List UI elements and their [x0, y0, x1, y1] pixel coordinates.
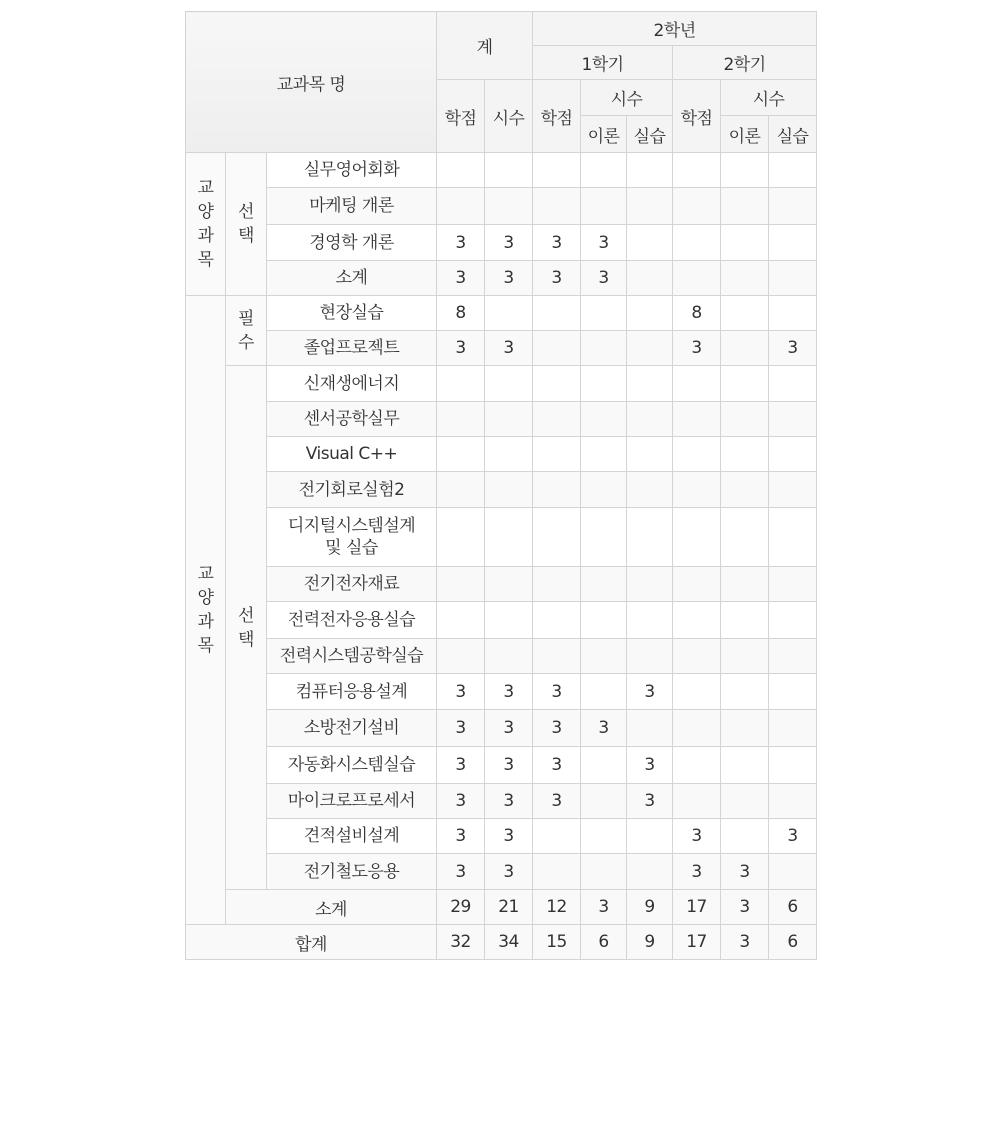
subtotal-value: 3: [721, 890, 769, 925]
grand-total-row: [186, 925, 817, 960]
grade-header: 2학년: [533, 12, 817, 46]
value-cell: [721, 784, 769, 819]
subtotal-value: 9: [627, 890, 673, 925]
subject-name: 전기회로실험2: [298, 479, 405, 500]
value-cell: 3: [533, 710, 581, 747]
subject-name-header: 교과목 명: [186, 12, 437, 153]
value-cell: [769, 472, 817, 508]
subject-name: 컴퓨터응용설계: [295, 681, 408, 702]
value-cell: [533, 819, 581, 854]
value-cell: [769, 188, 817, 225]
value-cell: [437, 366, 485, 402]
value-cell: [721, 639, 769, 674]
value-cell: [581, 296, 627, 331]
table-row: [186, 331, 817, 366]
value-cell: [721, 710, 769, 747]
table-row: [186, 225, 817, 261]
value-cell: [485, 639, 533, 674]
value-cell: [437, 153, 485, 188]
value-cell: [485, 508, 533, 567]
value-cell: [533, 153, 581, 188]
value-cell: [437, 437, 485, 472]
value-cell: [437, 508, 485, 567]
group-required-label-char: 수: [238, 332, 254, 353]
table-row: [186, 747, 817, 784]
value-cell: 3: [485, 854, 533, 890]
curriculum-table: [185, 11, 817, 960]
subject-name-cell: [267, 674, 437, 710]
value-cell: [627, 153, 673, 188]
value-cell: [673, 437, 721, 472]
value-cell: [769, 366, 817, 402]
value-cell: [627, 639, 673, 674]
subject-name: Visual C++: [305, 444, 398, 464]
value-cell: 3: [769, 819, 817, 854]
subtotal-value: 29: [437, 890, 485, 925]
value-cell: 3: [437, 854, 485, 890]
value-cell: [627, 296, 673, 331]
value-cell: 3: [437, 819, 485, 854]
semester2-header: 2학기: [673, 46, 817, 80]
value-cell: 3: [437, 784, 485, 819]
table-header: [186, 12, 817, 153]
value-cell: 3: [627, 674, 673, 710]
value-cell: [769, 402, 817, 437]
value-cell: [485, 402, 533, 437]
subject-name-cell: [267, 567, 437, 602]
value-cell: [673, 261, 721, 296]
group-major-elective-label: [226, 366, 267, 890]
value-cell: 3: [485, 674, 533, 710]
subject-name: 마이크로프로세서: [287, 791, 416, 811]
value-cell: 3: [533, 261, 581, 296]
value-cell: [673, 153, 721, 188]
value-cell: [769, 153, 817, 188]
value-cell: [533, 854, 581, 890]
value-cell: 3: [533, 784, 581, 819]
subtotal-value: 17: [673, 890, 721, 925]
subject-name: 졸업프로젝트: [303, 338, 400, 358]
value-cell: [721, 747, 769, 784]
group-required-label: [226, 296, 267, 366]
value-cell: [581, 331, 627, 366]
subject-name-cell: [267, 225, 437, 261]
value-cell: [673, 747, 721, 784]
subject-name-cell: [267, 331, 437, 366]
subject-name: 견적설비설계: [303, 826, 400, 846]
value-cell: [769, 710, 817, 747]
value-cell: 3: [581, 225, 627, 261]
value-cell: 3: [437, 261, 485, 296]
value-cell: [485, 296, 533, 331]
group-liberal-label-char: 교: [197, 178, 214, 198]
value-cell: 3: [485, 784, 533, 819]
table-row: [186, 261, 817, 296]
value-cell: [581, 602, 627, 639]
value-cell: [533, 296, 581, 331]
subject-name: 실무영어회화: [303, 160, 400, 180]
subject-name: 마케팅 개론: [309, 196, 394, 216]
subject-name: 전력시스템공학실습: [279, 646, 424, 666]
value-cell: [627, 225, 673, 261]
value-cell: [673, 188, 721, 225]
subject-name: 디지털시스템설계: [287, 516, 416, 536]
value-cell: [627, 366, 673, 402]
value-cell: [533, 331, 581, 366]
value-cell: 3: [673, 819, 721, 854]
value-cell: [673, 225, 721, 261]
group-major-label: [186, 296, 226, 925]
subtotal-value: 6: [769, 890, 817, 925]
value-cell: [673, 674, 721, 710]
value-cell: 3: [437, 674, 485, 710]
value-cell: [673, 402, 721, 437]
subject-name: 전기철도응용: [303, 861, 400, 882]
value-cell: [485, 567, 533, 602]
subject-name: 전력전자응용실습: [287, 610, 416, 630]
sem1-practice-header: 실습: [627, 116, 673, 153]
subject-name: 소계: [335, 268, 368, 288]
value-cell: 3: [581, 710, 627, 747]
value-cell: [627, 854, 673, 890]
value-cell: 3: [673, 854, 721, 890]
value-cell: [627, 261, 673, 296]
value-cell: [485, 472, 533, 508]
value-cell: [721, 402, 769, 437]
value-cell: 3: [533, 747, 581, 784]
subject-name: 소방전기설비: [303, 718, 400, 738]
subject-name-cell: [267, 402, 437, 437]
table-body: [186, 153, 817, 960]
subject-name-cell: [267, 472, 437, 508]
value-cell: 3: [627, 784, 673, 819]
subtotal-label: 소계: [226, 890, 437, 925]
value-cell: [437, 639, 485, 674]
value-cell: [627, 508, 673, 567]
value-cell: [581, 402, 627, 437]
value-cell: [581, 472, 627, 508]
value-cell: [769, 854, 817, 890]
value-cell: [721, 674, 769, 710]
subject-name: 현장실습: [319, 303, 384, 323]
subject-name-cell: [267, 710, 437, 747]
value-cell: [769, 674, 817, 710]
group-required-label-char: 필: [238, 308, 254, 329]
value-cell: [485, 602, 533, 639]
value-cell: [627, 402, 673, 437]
value-cell: [721, 296, 769, 331]
subtotal-row: [186, 890, 817, 925]
value-cell: [769, 296, 817, 331]
value-cell: 3: [485, 225, 533, 261]
table-row: [186, 602, 817, 639]
value-cell: [581, 639, 627, 674]
group-elective-label: [226, 153, 267, 296]
value-cell: [769, 602, 817, 639]
value-cell: 3: [769, 331, 817, 366]
sem2-credit-header: 학점: [673, 80, 721, 153]
subject-name-cell: [267, 261, 437, 296]
table-row: [186, 472, 817, 508]
value-cell: [581, 747, 627, 784]
subtotal-value: 21: [485, 890, 533, 925]
value-cell: [627, 602, 673, 639]
value-cell: [533, 437, 581, 472]
value-cell: [581, 508, 627, 567]
grand-total-value: 3: [721, 925, 769, 960]
group-elective-label-char: 택: [238, 226, 254, 246]
group-major-label-char: 교: [197, 564, 214, 584]
value-cell: 3: [437, 331, 485, 366]
sem1-hours-header: 시수: [581, 80, 673, 116]
value-cell: [533, 508, 581, 567]
total-hours-header: 시수: [485, 80, 533, 153]
total-credit-header: 학점: [437, 80, 485, 153]
value-cell: 3: [485, 747, 533, 784]
subject-name-line2: 및 실습: [325, 538, 378, 558]
value-cell: [721, 331, 769, 366]
value-cell: [581, 784, 627, 819]
table-row: [186, 710, 817, 747]
value-cell: 3: [485, 710, 533, 747]
grand-total-value: 32: [437, 925, 485, 960]
value-cell: [769, 261, 817, 296]
value-cell: [485, 153, 533, 188]
value-cell: [437, 472, 485, 508]
value-cell: 3: [581, 261, 627, 296]
table-row: [186, 296, 817, 331]
group-major-elective-label-char: 선: [238, 605, 254, 626]
value-cell: [437, 602, 485, 639]
value-cell: [673, 366, 721, 402]
table-row: [186, 819, 817, 854]
value-cell: [533, 188, 581, 225]
value-cell: 3: [485, 261, 533, 296]
grand-total-label: 합계: [186, 925, 437, 960]
value-cell: [721, 819, 769, 854]
value-cell: [627, 331, 673, 366]
value-cell: [673, 472, 721, 508]
value-cell: [721, 508, 769, 567]
value-cell: 3: [673, 331, 721, 366]
value-cell: [533, 639, 581, 674]
grand-total-value: 15: [533, 925, 581, 960]
value-cell: [533, 366, 581, 402]
subject-name: 경영학 개론: [309, 232, 394, 253]
table-row: [186, 674, 817, 710]
table-row: [186, 854, 817, 890]
value-cell: [673, 508, 721, 567]
value-cell: [581, 674, 627, 710]
subject-name: 신재생에너지: [303, 373, 400, 394]
value-cell: [769, 747, 817, 784]
value-cell: [485, 437, 533, 472]
group-liberal-label: [186, 153, 226, 296]
subtotal-value: 12: [533, 890, 581, 925]
value-cell: [721, 567, 769, 602]
group-major-elective-label-char: 택: [238, 629, 254, 650]
table-row: [186, 366, 817, 402]
subject-name-cell: [267, 747, 437, 784]
value-cell: [769, 508, 817, 567]
subject-name-cell: [267, 819, 437, 854]
subject-name-cell: [267, 784, 437, 819]
sem2-practice-header: 실습: [769, 116, 817, 153]
grand-total-value: 17: [673, 925, 721, 960]
value-cell: 3: [437, 225, 485, 261]
value-cell: [769, 567, 817, 602]
value-cell: [721, 366, 769, 402]
value-cell: [721, 472, 769, 508]
value-cell: [673, 710, 721, 747]
grand-total-value: 34: [485, 925, 533, 960]
value-cell: 3: [437, 710, 485, 747]
value-cell: 3: [721, 854, 769, 890]
subject-name-cell: [267, 602, 437, 639]
table-row: [186, 508, 817, 567]
subtotal-value: 3: [581, 890, 627, 925]
group-elective-label-char: 선: [238, 202, 254, 222]
value-cell: 3: [485, 819, 533, 854]
value-cell: [627, 188, 673, 225]
subject-name-cell: [267, 639, 437, 674]
value-cell: 3: [437, 747, 485, 784]
subject-name-cell: [267, 366, 437, 402]
value-cell: [673, 602, 721, 639]
value-cell: [721, 602, 769, 639]
value-cell: 3: [485, 331, 533, 366]
value-cell: 3: [533, 225, 581, 261]
semester1-header: 1학기: [533, 46, 673, 80]
grand-total-value: 9: [627, 925, 673, 960]
value-cell: [721, 437, 769, 472]
value-cell: 3: [627, 747, 673, 784]
value-cell: [769, 437, 817, 472]
value-cell: [581, 366, 627, 402]
sem2-hours-header: 시수: [721, 80, 817, 116]
value-cell: [627, 472, 673, 508]
table-row: [186, 437, 817, 472]
value-cell: [673, 784, 721, 819]
value-cell: 8: [437, 296, 485, 331]
group-liberal-label-char: 양: [197, 202, 214, 222]
value-cell: [581, 437, 627, 472]
value-cell: [627, 437, 673, 472]
value-cell: 8: [673, 296, 721, 331]
value-cell: [533, 602, 581, 639]
value-cell: [533, 472, 581, 508]
table-row: [186, 188, 817, 225]
subject-name-cell: [267, 508, 437, 567]
value-cell: [627, 710, 673, 747]
value-cell: [627, 567, 673, 602]
value-cell: [437, 188, 485, 225]
total-header: 계: [437, 12, 533, 80]
grand-total-value: 6: [769, 925, 817, 960]
value-cell: [437, 567, 485, 602]
subject-name-cell: [267, 854, 437, 890]
value-cell: [721, 188, 769, 225]
value-cell: [769, 784, 817, 819]
value-cell: [533, 402, 581, 437]
value-cell: [581, 188, 627, 225]
table-row: [186, 153, 817, 188]
subject-name: 전기전자재료: [303, 574, 400, 594]
value-cell: [721, 261, 769, 296]
value-cell: [581, 567, 627, 602]
group-major-label-char: 목: [197, 636, 214, 656]
value-cell: [437, 402, 485, 437]
subject-name: 자동화시스템실습: [287, 755, 416, 775]
table-row: [186, 639, 817, 674]
subject-name: 센서공학실무: [303, 409, 400, 429]
table-row: [186, 784, 817, 819]
group-major-label-char: 양: [197, 588, 214, 608]
value-cell: 3: [533, 674, 581, 710]
value-cell: [581, 819, 627, 854]
value-cell: [673, 567, 721, 602]
group-liberal-label-char: 목: [197, 250, 214, 270]
group-liberal-label-char: 과: [197, 226, 214, 246]
sem1-theory-header: 이론: [581, 116, 627, 153]
subject-name-cell: [267, 437, 437, 472]
sem2-theory-header: 이론: [721, 116, 769, 153]
table-row: [186, 402, 817, 437]
value-cell: [533, 567, 581, 602]
grand-total-value: 6: [581, 925, 627, 960]
value-cell: [721, 153, 769, 188]
value-cell: [769, 639, 817, 674]
subject-name-cell: [267, 296, 437, 331]
value-cell: [627, 819, 673, 854]
group-major-label-char: 과: [197, 612, 214, 632]
value-cell: [769, 225, 817, 261]
value-cell: [485, 188, 533, 225]
subject-name-cell: [267, 188, 437, 225]
sem1-credit-header: 학점: [533, 80, 581, 153]
value-cell: [485, 366, 533, 402]
value-cell: [581, 153, 627, 188]
value-cell: [721, 225, 769, 261]
subject-name-cell: [267, 153, 437, 188]
value-cell: [673, 639, 721, 674]
value-cell: [581, 854, 627, 890]
table-row: [186, 567, 817, 602]
